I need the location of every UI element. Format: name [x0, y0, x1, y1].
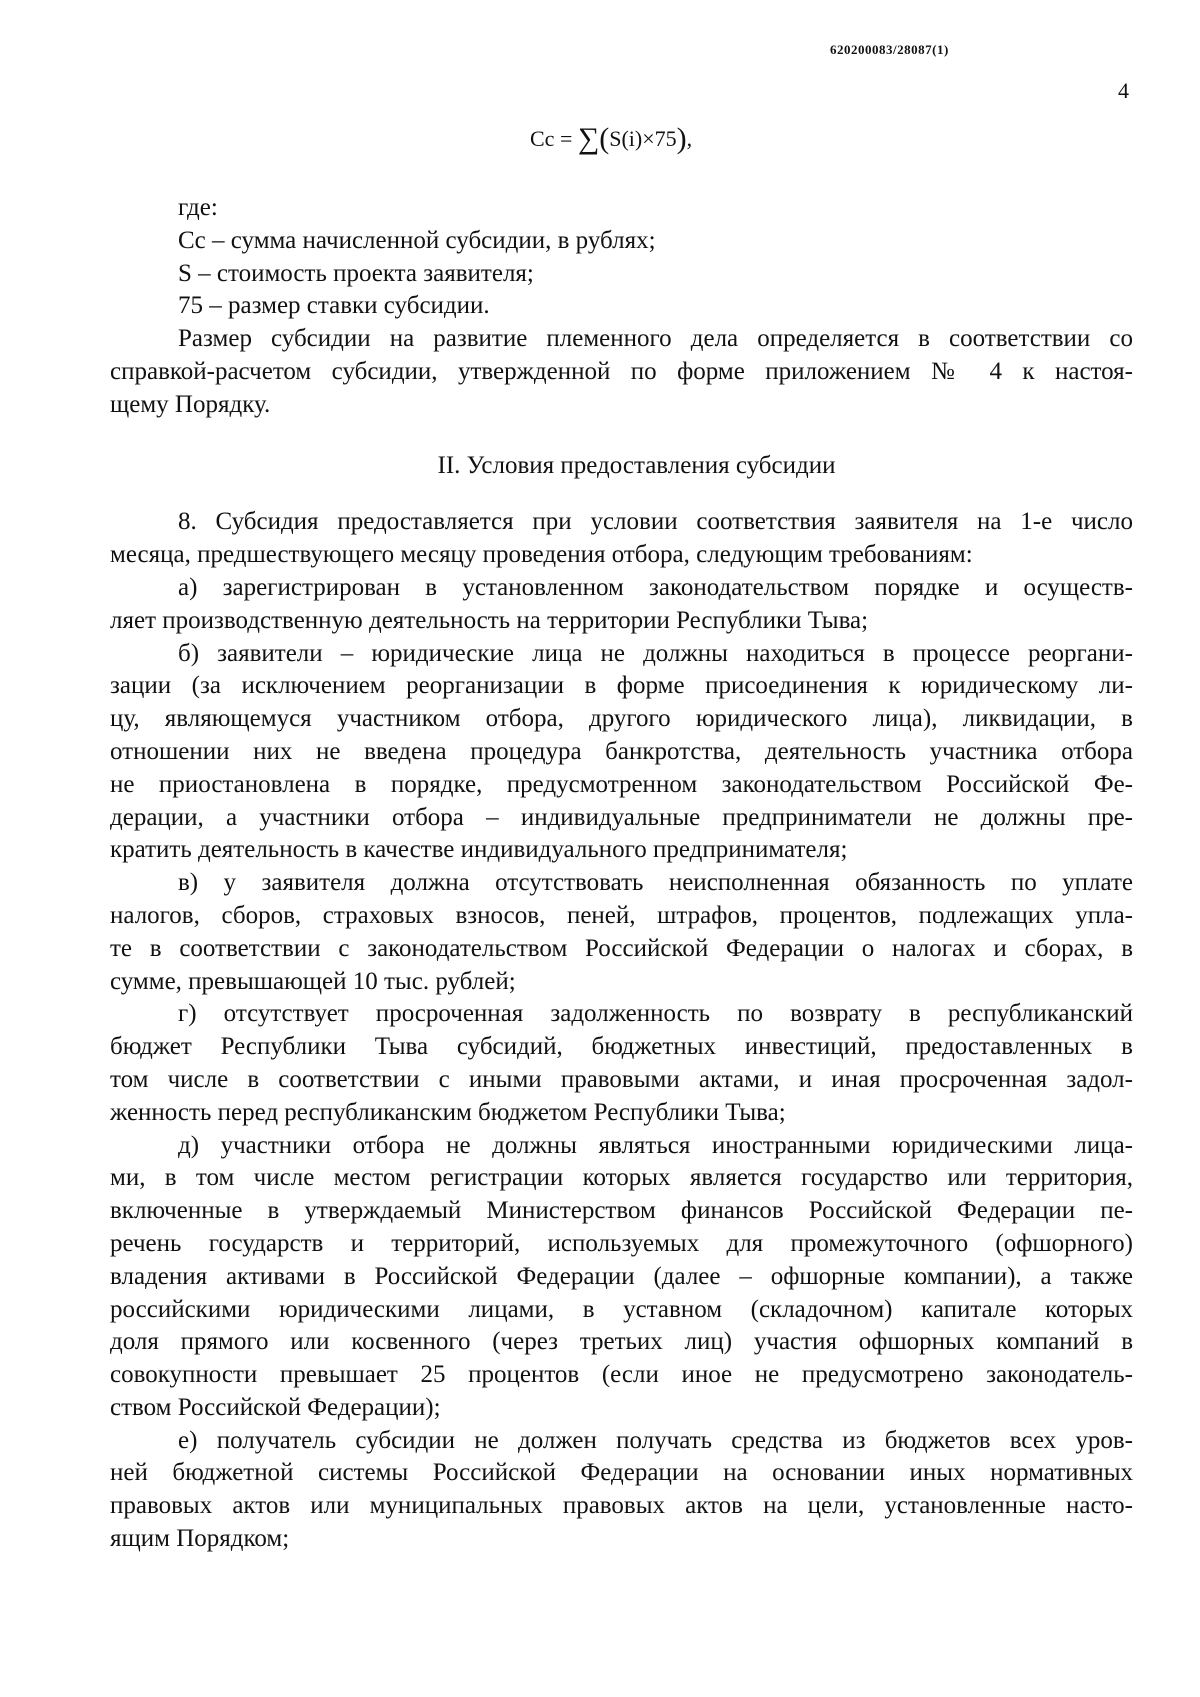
item-line: включенные в утверждаемый Министерством финансов Российской Федерации пе-	[110, 1197, 1133, 1225]
section-heading: II. Условия предоставления субсидии	[437, 451, 836, 479]
item-line: не приостановлена в порядке, предусмотренном законодательством Российской Фе-	[110, 770, 1133, 798]
paragraph-line: справкой-расчетом субсидии, утвержденной по форме приложением № 4 к настоя-	[110, 357, 1133, 385]
where-line: 75 – размер ставки субсидии.	[178, 292, 490, 320]
item-line: б) заявители – юридические лица не должны находиться в процессе реоргани-	[178, 639, 1133, 667]
item-line: ми, в том числе местом регистрации которых является государство или территория,	[110, 1164, 1133, 1192]
subsidy-formula	[530, 122, 692, 156]
item-line: цу, являющемуся участником отбора, другого юридического лица), ликвидации, в	[110, 705, 1133, 733]
formula-lhs: Cc =	[530, 126, 578, 151]
item-line: а) зарегистрирован в установленном законодательством порядке и осуществ-	[178, 573, 1133, 601]
item-line: дерации, а участники отбора – индивидуальные предприниматели не должны пре-	[110, 803, 1133, 831]
where-line: Cc – сумма начисленной субсидии, в рублях;	[178, 226, 656, 254]
item-line: те в соответствии с законодательством Российской Федерации о налогах и сборах, в	[110, 934, 1133, 962]
document-id: 620200083/28087(1)	[830, 42, 949, 57]
item-line: владения активами в Российской Федерации (далее – офшорные компании), а также	[110, 1262, 1133, 1290]
paragraph-line: Размер субсидии на развитие племенного дела определяется в соответствии со	[178, 325, 1133, 353]
item-line: доля прямого или косвенного (через третьих лиц) участия офшорных компаний в	[110, 1328, 1133, 1356]
item-line: в) у заявителя должна отсутствовать неисполненная обязанность по уплате	[178, 869, 1133, 897]
formula-tail: ,	[686, 126, 693, 151]
item-line: ящим Порядком;	[110, 1525, 290, 1553]
where-line: S – стоимость проекта заявителя;	[178, 259, 534, 287]
formula-close-paren: )	[676, 122, 687, 155]
document-body	[110, 192, 1133, 1556]
item-line: зации (за исключением реорганизации в форме присоединения к юридическому ли-	[110, 672, 1133, 700]
item-line: отношении них не введена процедура банкротства, деятельность участника отбора	[110, 737, 1133, 765]
item-line: речень государств и территорий, используемых для промежуточного (офшорного)	[110, 1229, 1133, 1257]
item-line: е) получатель субсидии не должен получать средства из бюджетов всех уров-	[178, 1426, 1133, 1454]
item-line: ством Российской Федерации);	[110, 1393, 441, 1421]
item-line: совокупности превышает 25 процентов (если иное не предусмотрено законодатель-	[110, 1361, 1133, 1389]
item-line: ней бюджетной системы Российской Федерации на основании иных нормативных	[110, 1459, 1133, 1487]
item-line: сумме, превышающей 10 тыс. рублей;	[110, 967, 516, 995]
item-line: женность перед республиканским бюджетом Республики Тыва;	[110, 1098, 786, 1126]
item-line: налогов, сборов, страховых взносов, пеней, штрафов, процентов, подлежащих упла-	[110, 901, 1133, 929]
item-line: ляет производственную деятельность на территории Республики Тыва;	[110, 606, 869, 634]
where-line: где:	[178, 194, 218, 221]
item-line: том числе в соответствии с иными правовыми актами, и иная просроченная задол-	[110, 1065, 1133, 1093]
formula-body: S(i)×75	[609, 126, 677, 151]
item-line: российскими юридическими лицами, в уставном (складочном) капитале которых	[110, 1295, 1133, 1323]
item-line: бюджет Республики Тыва субсидий, бюджетных инвестиций, предоставленных в	[110, 1033, 1133, 1061]
page-number: 4	[1118, 78, 1129, 103]
formula-open-paren: (	[599, 122, 610, 155]
sum-symbol: ∑	[577, 122, 600, 155]
paragraph-line: щему Порядку.	[110, 390, 271, 418]
paragraph-line: месяца, предшествующего месяцу проведения отбора, следующим требованиям:	[110, 541, 973, 569]
item-line: правовых актов или муниципальных правовых актов на цели, установленные насто-	[110, 1492, 1133, 1520]
item-line: г) отсутствует просроченная задолженность по возврату в республиканский	[178, 1000, 1133, 1028]
item-line: кратить деятельность в качестве индивидуального предпринимателя;	[110, 836, 848, 864]
item-line: д) участники отбора не должны являться иностранными юридическими лица-	[178, 1131, 1133, 1159]
paragraph-line: 8. Субсидия предоставляется при условии соответствия заявителя на 1-е число	[178, 508, 1133, 536]
